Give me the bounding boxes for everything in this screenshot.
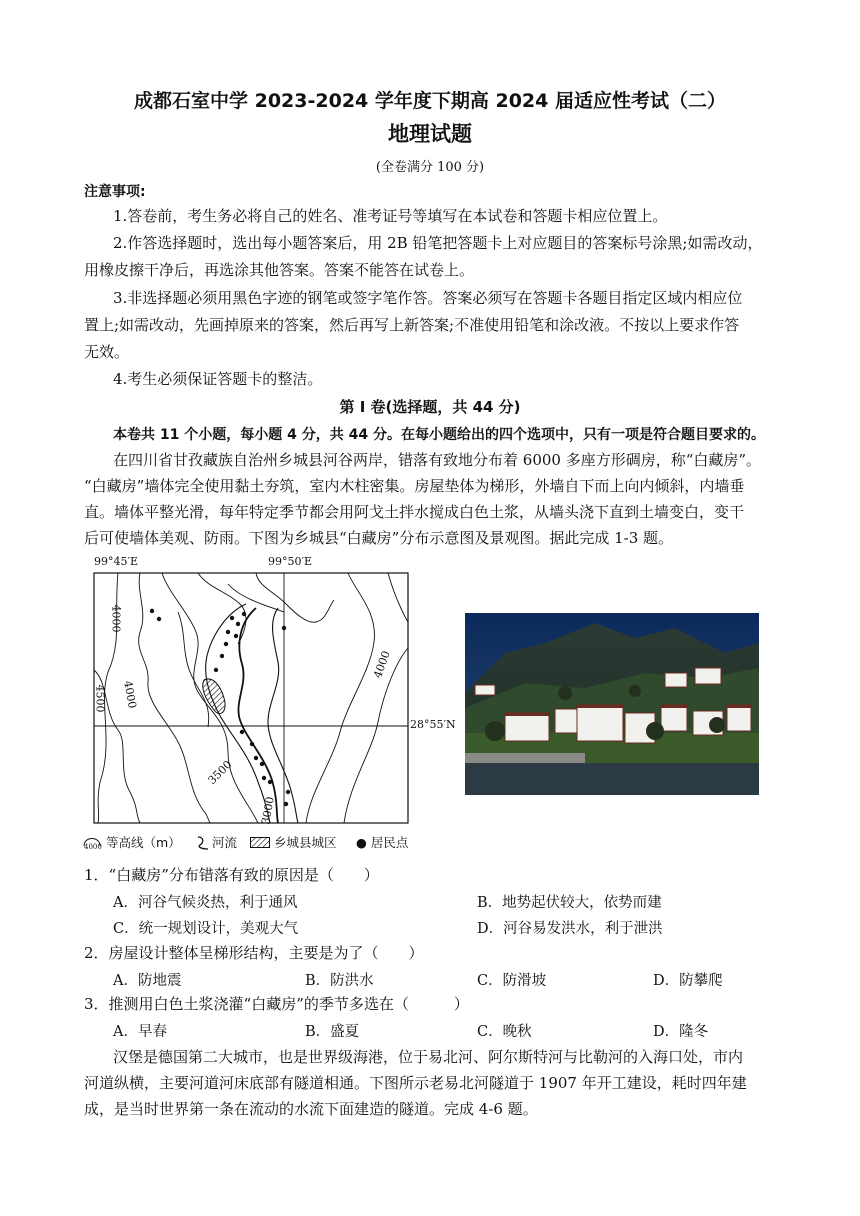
notice-item-3: 3.非选择题必须用黑色字迹的钢笔或签字笔作答。答案必须写在答题卡各题目指定区域内相应位: [113, 289, 743, 307]
question-3-option-a[interactable]: A．早春: [113, 1024, 167, 1040]
map-legend: [82, 832, 452, 854]
lon-right-label: 99°50′E: [268, 555, 313, 568]
question-2-option-b[interactable]: B．防洪水: [305, 973, 374, 989]
legend-settlement: ● 居民点: [356, 835, 409, 850]
section-title: 第 I 卷(选择题，共 44 分): [339, 398, 521, 416]
question-3-option-b[interactable]: B．盛夏: [305, 1024, 360, 1040]
contour-label-4500: 4500: [93, 684, 107, 713]
county-legend-icon: [250, 837, 270, 848]
notice-item-2-cont: 用橡皮擦干净后，再选涂其他答案。答案不能答在试卷上。: [84, 261, 475, 279]
notice-item-2: 2.作答选择题时，选出每小题答案后，用 2B 铅笔把答题卡上对应题目的答案标号涂黑;如需改动，: [113, 234, 763, 252]
notice-item-1: 1.答卷前，考生务必将自己的姓名、准考证号等填写在本试卷和答题卡相应位置上。: [113, 207, 668, 225]
score-note: (全卷满分 100 分): [375, 160, 485, 175]
question-1-stem: 1．“白藏房”分布错落有致的原因是（ ）: [84, 866, 379, 884]
legend-county: 乡城县城区: [274, 835, 337, 850]
passage1-line-1: 在四川省甘孜藏族自治州乡城县河谷两岸，错落有致地分布着 6000 多座方形碉房，称“白藏房”。: [113, 451, 762, 469]
passage2-line-2: 河道纵横，主要河道河床底部有隧道相通。下图所示老易北河隧道于 1907 年开工建设，耗时四年建: [84, 1074, 747, 1092]
question-3-option-d[interactable]: D．隆冬: [653, 1024, 709, 1040]
lat-label: 28°55′N: [410, 718, 456, 731]
section-instruction: 本卷共 11 个小题，每小题 4 分，共 44 分。在每小题给出的四个选项中，只有一项是符合题目要求的。: [113, 427, 765, 443]
contour-label-4000-a: 4000: [109, 604, 123, 633]
question-2-option-d[interactable]: D．防攀爬: [653, 973, 723, 989]
passage1-line-4: 后可使墙体美观、防雨。下图为乡城县“白藏房”分布示意图及景观图。据此完成 1-3 题。: [84, 529, 674, 547]
lon-left-label: 99°45′E: [94, 555, 139, 568]
exam-title: 成都石室中学 2023-2024 学年度下期高 2024 届适应性考试（二）: [134, 90, 726, 112]
question-3-stem: 3．推测用白色土浆浇灌“白藏房”的季节多选在（ ）: [84, 995, 469, 1013]
contour-label-3000: 3000: [259, 795, 277, 826]
contour-map: [78, 552, 458, 852]
question-2-stem: 2．房屋设计整体呈梯形结构，主要是为了（ ）: [84, 944, 424, 962]
passage1-line-2: “白藏房”墙体完全使用黏土夯筑，室内木柱密集。房屋垫体为梯形，外墙自下而上向内倾斜，内墙垂: [84, 477, 745, 495]
landscape-photo: [465, 613, 759, 795]
question-2-option-c[interactable]: C．防滑坡: [477, 973, 547, 989]
river-legend-icon: [196, 835, 210, 851]
passage2-line-3: 成，是当时世界第一条在流动的水流下面建造的隧道。完成 4-6 题。: [84, 1100, 538, 1118]
passage1-line-3: 直。墙体平整光滑，每年特定季节都会用阿戈土拌水搅成白色土浆，从墙头浇下直到土墙变白，变干: [84, 503, 745, 521]
contour-label-4000-c: 4000: [371, 649, 393, 680]
contour-label-4000-b: 4000: [121, 679, 139, 710]
notice-heading: 注意事项:: [84, 184, 146, 200]
question-1-option-a[interactable]: A．河谷气候炎热，利于通风: [113, 895, 298, 911]
question-1-option-c[interactable]: C．统一规划设计，美观大气: [113, 921, 299, 937]
subject-title: 地理试题: [388, 122, 472, 146]
question-2-option-a[interactable]: A．防地震: [113, 973, 182, 989]
legend-river: 河流: [212, 835, 238, 850]
notice-item-3-cont2: 无效。: [84, 343, 130, 361]
passage2-line-1: 汉堡是德国第二大城市，也是世界级海港，位于易北河、阿尔斯特河与比勒河的入海口处，市内: [113, 1048, 744, 1066]
question-1-option-b[interactable]: B．地势起伏较大，依势而建: [477, 895, 662, 911]
contour-label-3500: 3500: [205, 758, 235, 787]
question-1-option-d[interactable]: D．河谷易发洪水，利于泄洪: [477, 921, 663, 937]
notice-item-4: 4.考生必须保证答题卡的整洁。: [113, 370, 323, 388]
question-3-option-c[interactable]: C．晚秋: [477, 1024, 532, 1040]
contour-legend-value: 4000: [84, 843, 102, 851]
legend-contour: 等高线（m）: [106, 835, 181, 850]
notice-item-3-cont: 置上;如需改动，先画掉原来的答案，然后再写上新答案;不准使用铅笔和涂改液。不按以上要求作答: [84, 316, 740, 334]
